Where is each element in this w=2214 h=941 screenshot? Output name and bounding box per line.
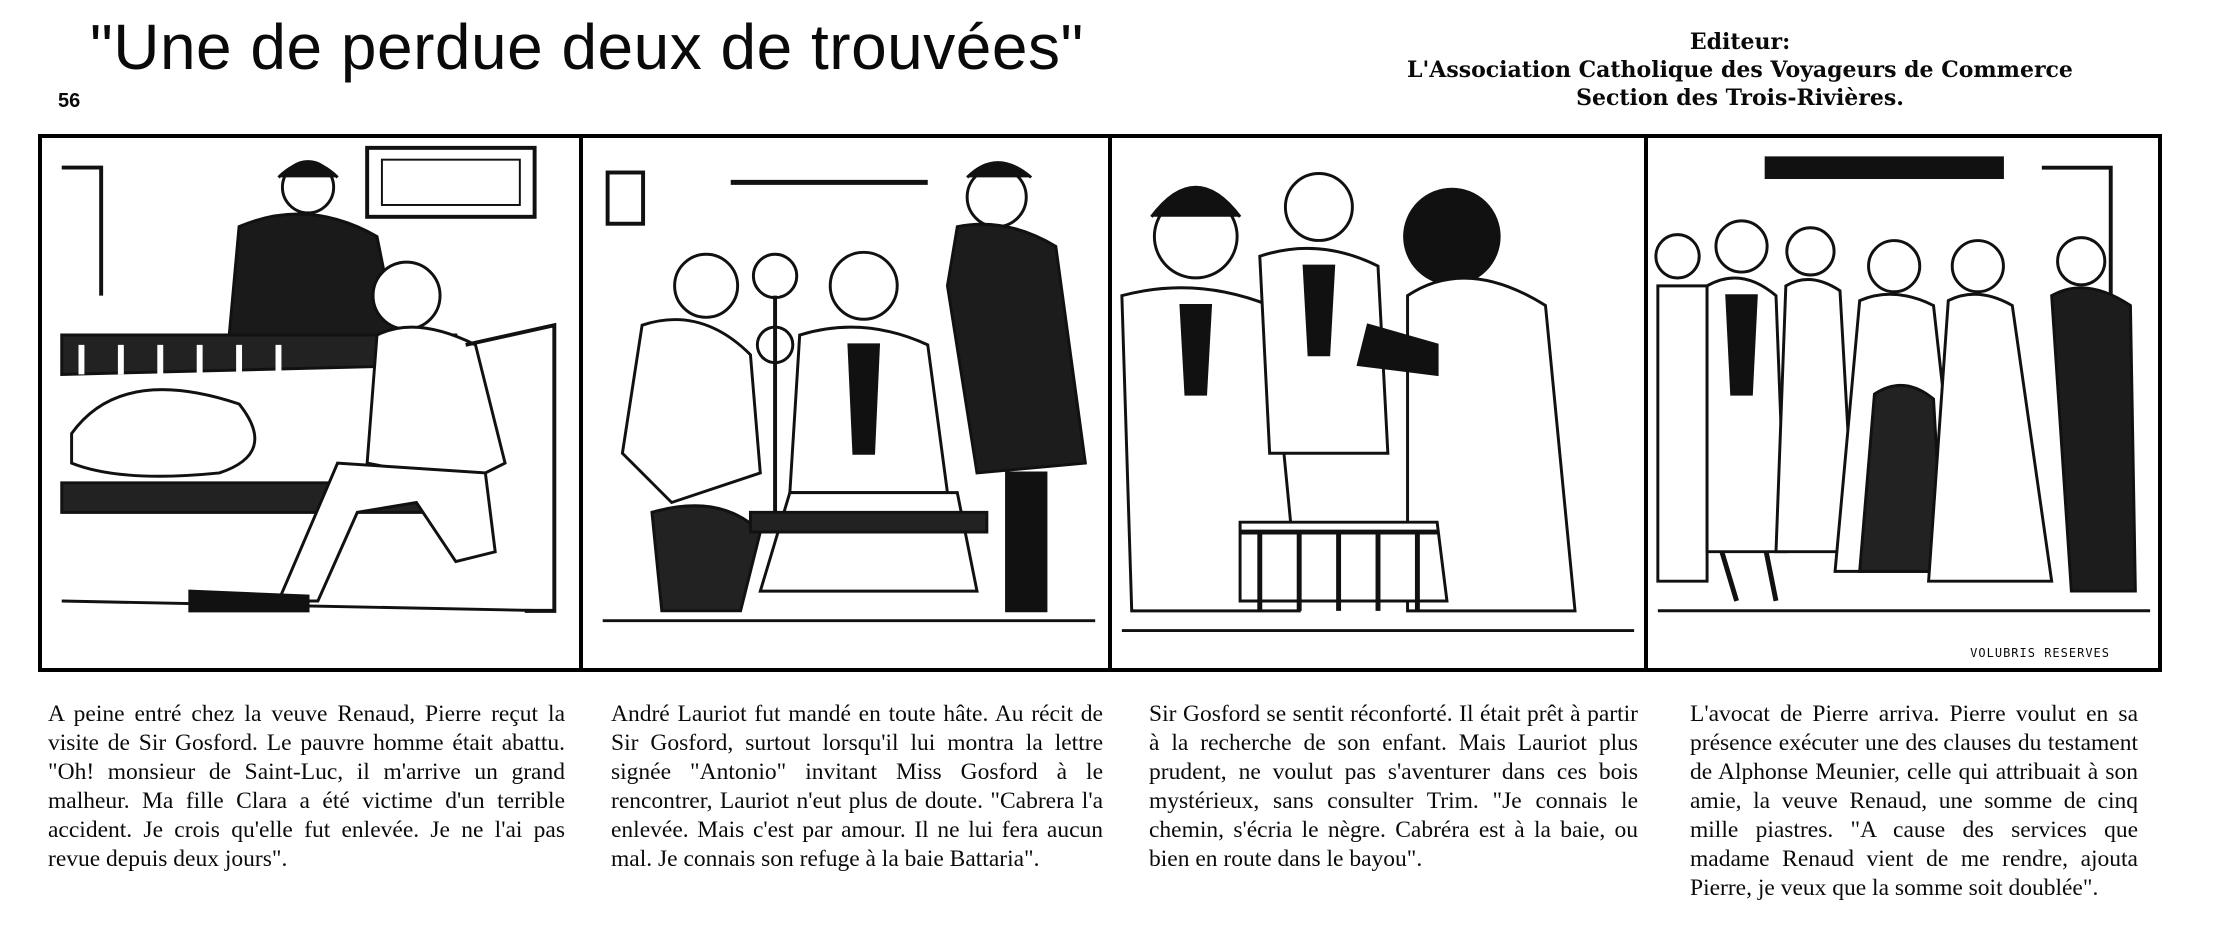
page-number: 56 <box>58 90 81 112</box>
publisher-section: Section des Trois-Rivières. <box>1576 85 1904 111</box>
panel-4-illustration <box>1644 134 2162 672</box>
panel-1-drawing <box>42 138 579 668</box>
panel-3-drawing <box>1112 138 1644 668</box>
comic-panels <box>38 134 2170 672</box>
caption-panel-1: A peine entré chez la veuve Renaud, Pierre reçut la visite de Sir Gosford. Le pauvre homme était abattu. "Oh! monsieur de Saint-Luc, il m'arrive un grand malheur. Ma fille Clara a été victime d'un terrible accident. Je crois qu'elle fut enlevée. Je ne l'ai pas revue depuis deux jours". <box>48 701 565 872</box>
publisher-name: L'Association Catholique des Voyageurs de Commerce <box>1407 57 2073 83</box>
panel-1-illustration <box>38 134 583 672</box>
caption-row <box>48 700 2168 903</box>
publisher-block <box>1390 28 2090 112</box>
caption-panel-2: André Lauriot fut mandé en toute hâte. Au récit de Sir Gosford, surtout lorsqu'il lui montra la lettre signée "Antonio" invitant Miss Gosford à le rencontrer, Lauriot n'eut plus de doute. "Cabrera l'a enlevée. Mais c'est par amour. Il ne lui fera aucun mal. Je connais son refuge à la baie Battaria". <box>611 701 1103 872</box>
publisher-label: Editeur: <box>1689 29 1791 55</box>
artist-signature: VOLUBRIS RESERVES <box>1970 646 2110 660</box>
caption-panel-4: L'avocat de Pierre arriva. Pierre voulut en sa présence exécuter une des clauses du testament de Alphonse Meunier, celle qui attribuait à son amie, la veuve Renaud, une somme de cinq mille piastres. "A cause des services que madame Renaud vient de me rendre, ajouta Pierre, je veux que la somme soit doublée". <box>1690 701 2138 901</box>
strip-title: "Une de perdue deux de trouvées" <box>90 11 1084 83</box>
panel-4-drawing <box>1648 138 2158 668</box>
panel-2-illustration <box>579 134 1112 672</box>
caption-panel-3: Sir Gosford se sentit réconforté. Il était prêt à partir à la recherche de son enfant. Mais Lauriot plus prudent, ne voulut pas s'aventurer dans ces bois mystérieux, sans consulter Trim. "Je connais le chemin, s'écria le nègre. Cabréra est à la baie, ou bien en route dans le bayou". <box>1149 701 1638 872</box>
panel-3-illustration <box>1108 134 1648 672</box>
panel-2-drawing <box>583 138 1108 668</box>
